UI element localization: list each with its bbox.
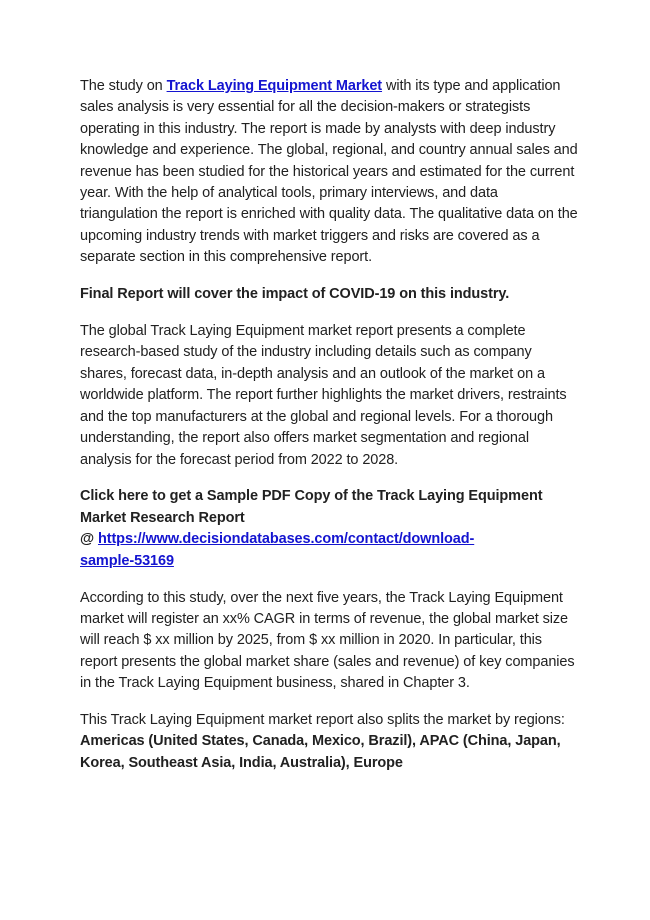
paragraph-regions — [80, 710, 578, 774]
text-segment: According to this study, over the next five years, the Track Laying Equipment market will register an xx% CAGR in terms of revenue, the global market size will reach $ xx million by 2025, from $ xx million in 2020. In particular, this report presents the global market share (sales and revenue) of key companies in the Track Laying Equipment business, shared in Chapter 3. — [80, 589, 575, 692]
paragraph-cagr-forecast — [80, 588, 578, 695]
link-url-line-2: sample-53169 — [80, 552, 174, 569]
link-download-sample[interactable] — [80, 531, 474, 568]
text-segment: This Track Laying Equipment market report also splits the market by regions: — [80, 712, 565, 729]
text-segment: with its type and application sales analysis is very essential for all the decision-makers or strategists operating in this industry. The report is made by analysts with deep industry knowledge and experience. The global, regional, and country annual sales and revenue has been studied for the historical years and estimated for the current year. With the help of analytical tools, primary interviews, and data triangulation the report is enriched with quality data. The qualitative data on the upcoming industry trends with market triggers and risks are covered as a separate section in this comprehensive report. — [80, 78, 578, 266]
text-segment: @ — [80, 531, 98, 548]
link-track-laying-equipment-market[interactable]: Track Laying Equipment Market — [166, 78, 383, 94]
heading-covid-note — [80, 284, 578, 305]
text-segment: Click here to get a Sample PDF Copy of the Track Laying Equipment Market Research Report — [80, 488, 543, 526]
text-segment-regions-bold: Americas (United States, Canada, Mexico, Brazil), APAC (China, Japan, Korea, Southeast Asia, India, Australia), Europe — [80, 733, 561, 771]
text-segment: The global Track Laying Equipment market report presents a complete research-based study of the industry including details such as company shares, forecast data, in-depth analysis and an outlook of the market on a worldwide platform. The report further highlights the market drivers, restraints and the top manufacturers at the global and regional levels. For a thorough understanding, the report also offers market segmentation and regional analysis for the forecast period from 2022 to 2028. — [80, 323, 567, 468]
paragraph-report-overview — [80, 321, 578, 471]
paragraph-intro — [80, 76, 578, 269]
link-url-line-1: https://www.decisiondatabases.com/contact/download- — [97, 531, 475, 548]
text-segment: Final Report will cover the impact of COVID-19 on this industry. — [80, 286, 510, 303]
text-segment: The study on — [80, 78, 167, 94]
cta-sample-request — [80, 486, 578, 572]
